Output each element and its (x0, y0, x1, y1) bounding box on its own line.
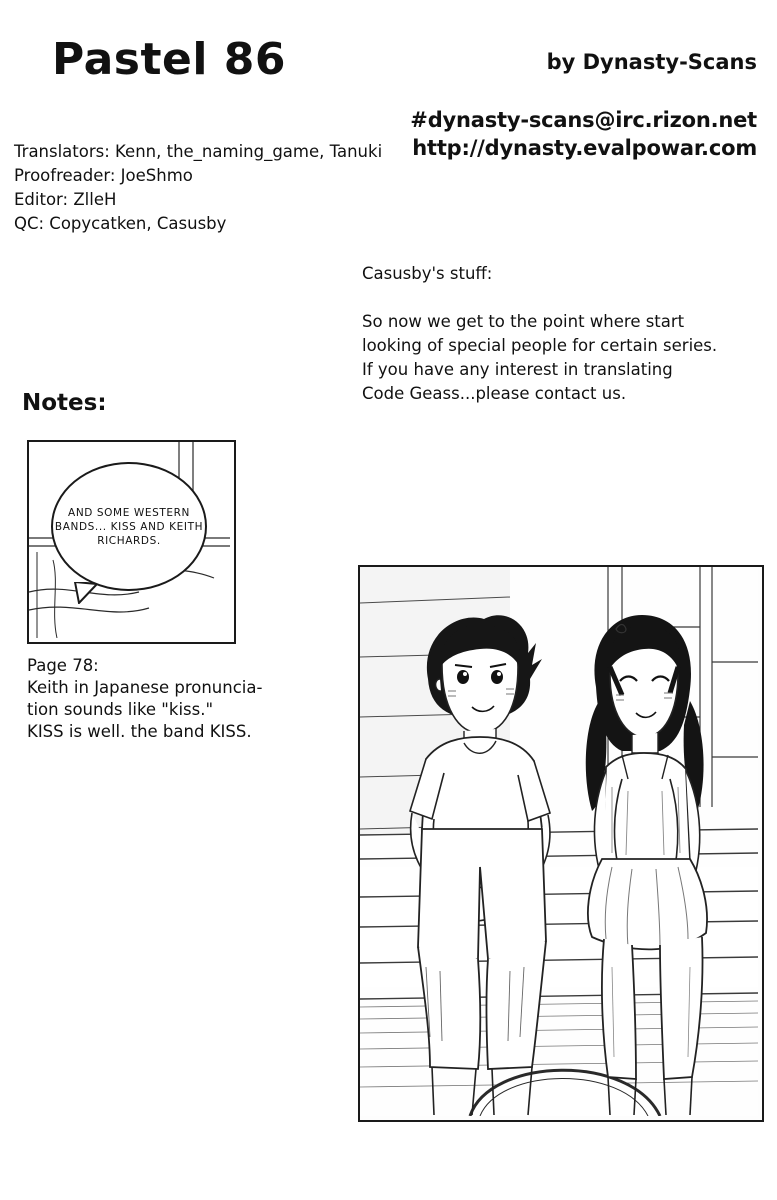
speech-bubble-tail (73, 582, 99, 604)
note-reference-panel (27, 440, 236, 644)
casusby-note-body (362, 310, 717, 406)
note-line-2: tion sounds like "kiss." (27, 700, 214, 719)
manga-artwork-illustration (360, 567, 758, 1116)
casusby-note (362, 262, 717, 406)
manga-artwork-panel (358, 565, 764, 1122)
casusby-line-3: If you have any interest in translating (362, 360, 673, 379)
note-line-1: Keith in Japanese pronuncia- (27, 678, 263, 697)
note-line-3: KISS is well. the band KISS. (27, 722, 252, 741)
casusby-line-1: So now we get to the point where start (362, 312, 685, 331)
notes-heading: Notes: (22, 390, 107, 416)
casusby-note-heading: Casusby's stuff: (362, 264, 493, 283)
translation-note (27, 655, 262, 743)
staff-qc: QC: Copycatken, Casusby (14, 214, 227, 233)
staff-editor: Editor: ZlleH (14, 190, 117, 209)
irc-channel-text: #dynasty-scans@irc.rizon.net (410, 108, 757, 132)
speech-bubble (51, 462, 207, 591)
group-credit: by Dynasty-Scans (546, 50, 757, 74)
page-title: Pastel 86 (52, 34, 286, 85)
boy-figure (410, 615, 550, 1115)
staff-proofreader: Proofreader: JoeShmo (14, 166, 193, 185)
speech-bubble-text: AND SOME WESTERN BANDS... KISS AND KEITH RICHARDS. (54, 506, 204, 547)
staff-credits (14, 140, 382, 236)
staff-translators: Translators: Kenn, the_naming_game, Tanuki (14, 142, 383, 161)
website-url-text: http://dynasty.evalpowar.com (412, 136, 757, 160)
casusby-line-4: Code Geass...please contact us. (362, 384, 627, 403)
casusby-line-2: looking of special people for certain series. (362, 336, 718, 355)
note-page-reference: Page 78: (27, 656, 99, 675)
